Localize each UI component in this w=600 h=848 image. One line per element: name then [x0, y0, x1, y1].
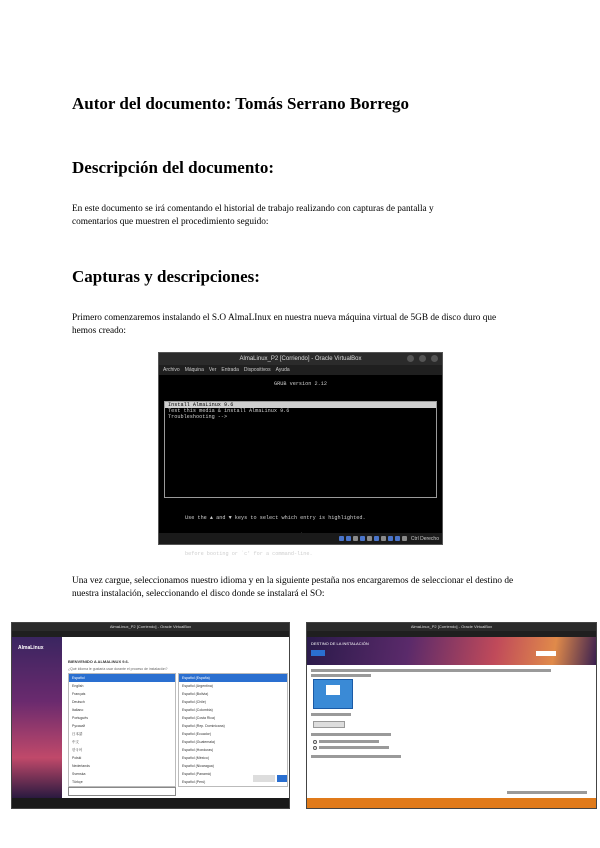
locale-list: [178, 673, 288, 787]
paragraph-language: Una vez cargue, seleccionamos nuestro idioma y en la siguiente pestaña nos encargaremos de seleccionar el destino de nuestra instalación, seleccionando el disco donde se instalará el SO:: [72, 576, 514, 599]
almalinux-logo: AlmaLinux: [18, 645, 44, 651]
menu-entrada: Entrada: [221, 367, 239, 373]
vm-window-titlebar: AlmaLinux_P2 [Corriendo] - Oracle VirtualBox: [307, 623, 596, 631]
language-item: English: [72, 684, 84, 688]
mouse-icon: [402, 536, 407, 541]
keyboard-icon: [395, 536, 400, 541]
description-heading: Descripción del documento:: [72, 158, 275, 177]
welcome-subtitle: ¿Qué idioma le gustaría usar durante el proceso de instalación?: [68, 667, 168, 671]
language-item: Deutsch: [72, 700, 85, 704]
minimize-icon: [407, 355, 414, 362]
grub-header: GRUB version 2.12: [274, 381, 327, 387]
locale-item: Español (Perú): [182, 780, 206, 784]
grub-entry-test: Test this media & install AlmaLinux 9.6: [168, 408, 290, 414]
grub-entry-troubleshooting: Troubleshooting -->: [168, 414, 228, 420]
warning-footer: [307, 798, 596, 808]
storage-options-label: [311, 733, 391, 736]
locale-item: Español (Argentina): [182, 684, 213, 688]
locale-item: Español (Nicaragua): [182, 764, 214, 768]
add-disk-button: [313, 721, 345, 728]
grub-entry-install: Install AlmaLinux 9.6: [165, 402, 436, 408]
harddisk-icon: [313, 679, 353, 709]
radio-automatic-icon: [313, 740, 317, 744]
language-item: Русский: [72, 724, 85, 728]
vm-statusbar: [12, 798, 289, 808]
grub-entry-box: [164, 401, 437, 498]
locale-item: Español (Bolivia): [182, 692, 209, 696]
vm-window-titlebar: AlmaLinux_P2 [Corriendo] - Oracle VirtualBox: [12, 623, 289, 631]
paragraph-install: Primero comenzaremos instalando el S.O AlmaLInux en nuestra nueva máquina virtual de 5GB de disco duro que hemos creado:: [72, 313, 497, 336]
vm-window-title: AlmaLinux_P2 [Corriendo] - Oracle VirtualBox: [239, 356, 362, 362]
automatic-option-label: [319, 740, 379, 743]
destination-heading: DESTINO DE LA INSTALACIÓN: [311, 641, 369, 646]
language-item: Svenska: [72, 772, 86, 776]
language-item: Polski: [72, 756, 82, 760]
display-icon: [381, 536, 386, 541]
locale-item: Español (Panamá): [182, 772, 211, 776]
installer-sidebar: [12, 637, 62, 798]
language-item: Português: [72, 716, 88, 720]
locale-item: Español (Rep. Dominicana): [182, 724, 225, 728]
language-search-input: [68, 787, 176, 796]
locale-item: Español (Ecuador): [182, 732, 211, 736]
vm-window-titlebar: [159, 353, 442, 365]
menu-archivo: Archivo: [163, 367, 180, 373]
locale-item: Español (Guatemala): [182, 740, 216, 744]
host-key-label: Ctrl Derecho: [410, 535, 439, 542]
instructions-line: [311, 669, 551, 672]
recording-icon: [388, 536, 393, 541]
locale-item: Español (Colombia): [182, 708, 213, 712]
maximize-icon: [419, 355, 426, 362]
locale-item: Español (México): [182, 756, 210, 760]
menu-ayuda: Ayuda: [275, 367, 290, 373]
continue-button: [277, 775, 287, 782]
locale-item: Español (Honduras): [182, 748, 214, 752]
network-icon: [360, 536, 365, 541]
storage-config-label: [311, 713, 351, 716]
local-disks-label: [311, 674, 371, 677]
audio-icon: [353, 536, 358, 541]
custom-option-label: [319, 746, 389, 749]
menu-ver: Ver: [208, 367, 217, 373]
menu-maquina: Máquina: [184, 367, 204, 373]
harddisk-icon: [339, 536, 344, 541]
locale-item: Español (Costa Rica): [182, 716, 216, 720]
language-item: 한국어: [72, 748, 83, 752]
screenshot-language-selection: [11, 622, 290, 809]
installer-banner: [307, 637, 596, 665]
keyboard-indicator: [243, 641, 283, 653]
vm-statusbar: [159, 533, 442, 544]
language-item: Français: [72, 692, 86, 696]
screenshot-grub-menu: [158, 352, 443, 557]
done-button: [311, 650, 325, 656]
language-item: 中文: [72, 740, 79, 744]
installer-main: [62, 637, 289, 798]
vm-menubar: [159, 365, 442, 375]
menu-dispositivos: Dispositivos: [243, 367, 271, 373]
keyboard-indicator: [536, 651, 556, 656]
author-heading: Autor del documento: Tomás Serrano Borrego: [72, 94, 410, 113]
language-item: Nederlands: [72, 764, 90, 768]
destination-body: [307, 665, 596, 798]
disk-summary-link: [507, 791, 587, 794]
window-controls: [407, 355, 438, 362]
grub-help-line: Use the ▲ and ▼ keys to select which entry is highlighted.: [185, 515, 366, 521]
language-item: Italiano: [72, 708, 84, 712]
language-list: [68, 673, 176, 787]
locale-item: Español (Chile): [182, 700, 206, 704]
welcome-heading: BIENVENIDO A ALMALINUX 9.6.: [68, 659, 129, 664]
language-item: 日本語: [72, 732, 83, 736]
locale-item: Español (España): [179, 674, 287, 682]
optical-drive-icon: [346, 536, 351, 541]
encryption-label: [311, 755, 401, 758]
shared-folders-icon: [374, 536, 379, 541]
radio-custom-icon: [313, 746, 317, 750]
language-item: Türkçe: [72, 780, 83, 784]
grub-help-line: before booting or `c' for a command-line.: [185, 551, 313, 557]
captures-heading: Capturas y descripciones:: [72, 267, 260, 286]
language-item: Español: [69, 674, 175, 682]
screenshot-installation-destination: [306, 622, 597, 809]
quit-button: [253, 775, 275, 782]
usb-icon: [367, 536, 372, 541]
description-text: En este documento se irá comentando el historial de trabajo realizando con capturas de pantalla y comentarios que muestren el procedimiento seguido:: [72, 204, 434, 227]
close-icon: [431, 355, 438, 362]
